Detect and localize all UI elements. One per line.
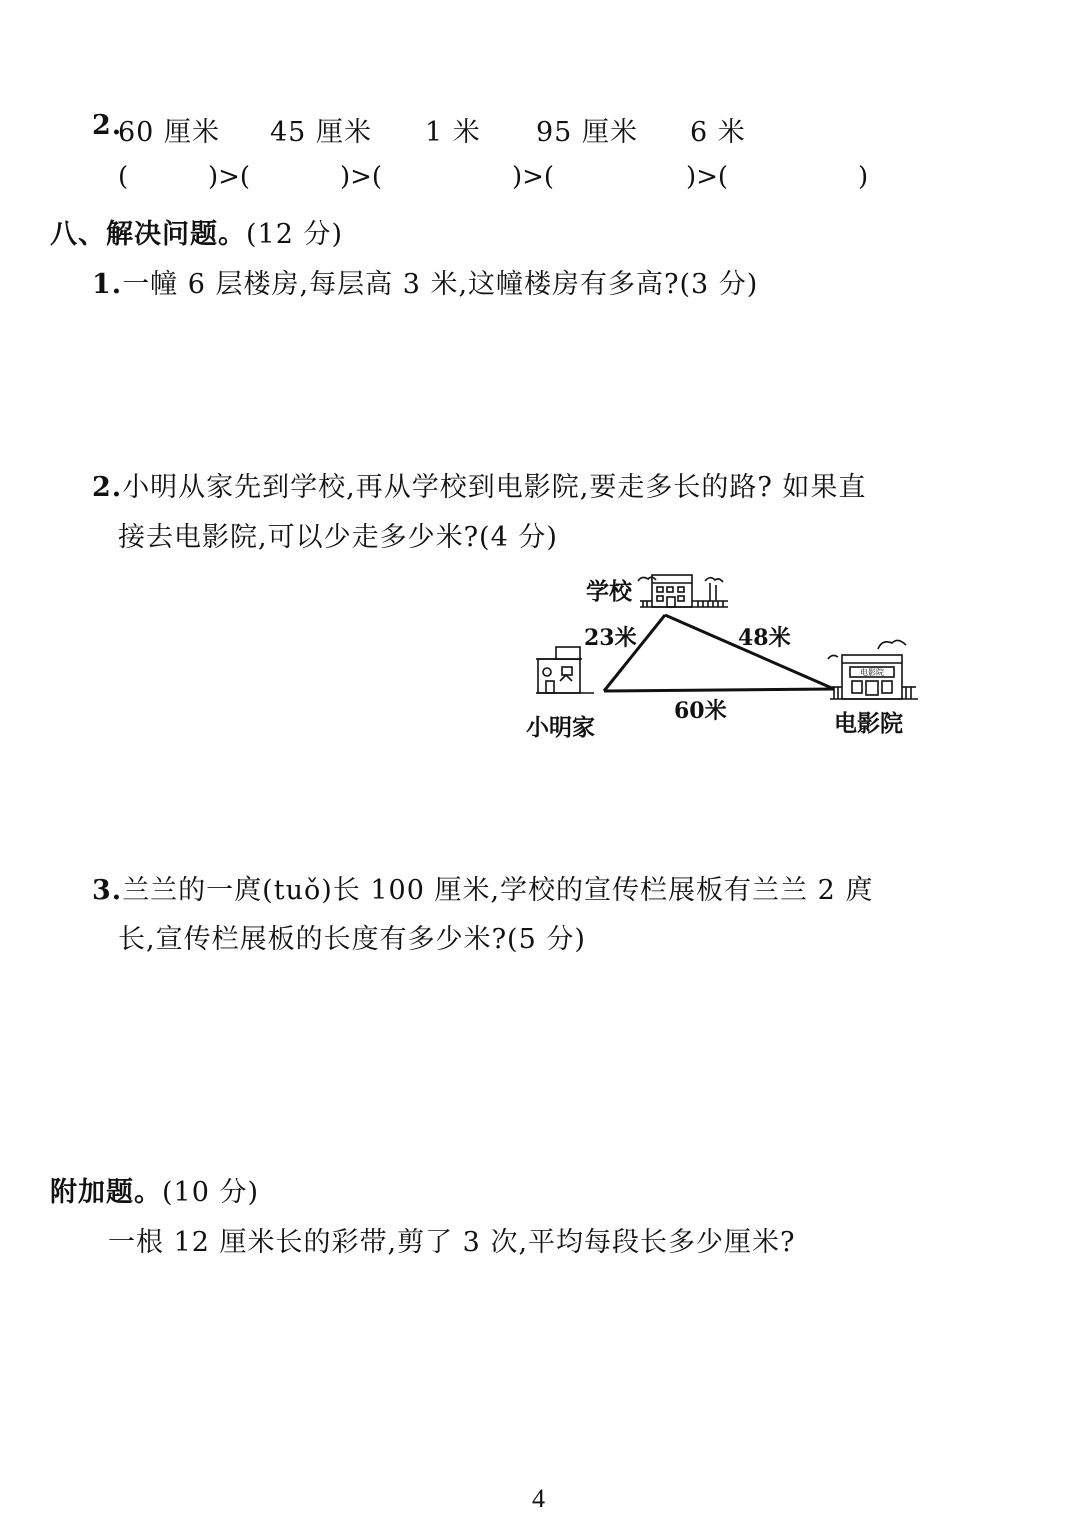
home-building-icon <box>536 647 594 693</box>
question-number: 3. <box>92 875 123 906</box>
school-label: 学校 <box>586 578 632 605</box>
edge-school-cinema-label: 48米 <box>738 625 791 651</box>
section-title: 八、解决问题。 <box>50 219 246 250</box>
problem-2-line-2: 接去电影院,可以少走多少米?(4 分) <box>118 522 558 553</box>
ordering-item: 60 厘米 <box>118 117 220 148</box>
cinema-label: 电影院 <box>834 710 903 737</box>
section-score: (12 分) <box>246 219 344 250</box>
question-text: 小明从家先到学校,再从学校到电影院,要走多长的路? 如果直 <box>122 472 867 503</box>
answer-blank: ) <box>858 162 869 192</box>
page-number: 4 <box>532 1484 545 1513</box>
cinema-sign: 电影院 <box>860 668 884 677</box>
ordering-item: 45 厘米 <box>270 117 372 148</box>
section-heading <box>50 212 343 251</box>
route-diagram <box>500 555 930 750</box>
edge-home-school-label: 23米 <box>584 625 637 651</box>
question-number: 1. <box>92 269 123 300</box>
ordering-item: 95 厘米 <box>536 117 638 148</box>
answer-blank: )>( <box>208 162 251 192</box>
answer-blank: )>( <box>340 162 383 192</box>
problem-3-line-2: 长,宣传栏展板的长度有多少米?(5 分) <box>118 924 586 955</box>
bonus-question: 一根 12 厘米长的彩带,剪了 3 次,平均每段长多少厘米? <box>108 1227 796 1258</box>
answer-blank: )>( <box>686 162 729 192</box>
home-label: 小明家 <box>526 714 595 741</box>
question-text: 兰兰的一庹(tuǒ)长 100 厘米,学校的宣传栏展板有兰兰 2 庹 <box>122 875 874 906</box>
edge-home-cinema-label: 60米 <box>674 698 727 724</box>
answer-blank: )>( <box>512 162 555 192</box>
question-text: 一幢 6 层楼房,每层高 3 米,这幢楼房有多高?(3 分) <box>122 269 759 300</box>
answer-blank: ( <box>118 162 129 192</box>
bonus-heading <box>50 1170 259 1209</box>
ordering-item: 1 米 <box>425 117 481 148</box>
school-building-icon <box>638 575 728 607</box>
problem-1 <box>92 262 758 301</box>
question-number: 2. <box>92 110 123 141</box>
problem-3-line-1 <box>92 868 873 907</box>
question-number: 2. <box>92 472 123 503</box>
bonus-score: (10 分) <box>162 1177 260 1208</box>
problem-2-line-1 <box>92 465 866 504</box>
edge-home-cinema <box>604 689 834 691</box>
bonus-title: 附加题。 <box>50 1177 162 1208</box>
ordering-item: 6 米 <box>690 117 746 148</box>
